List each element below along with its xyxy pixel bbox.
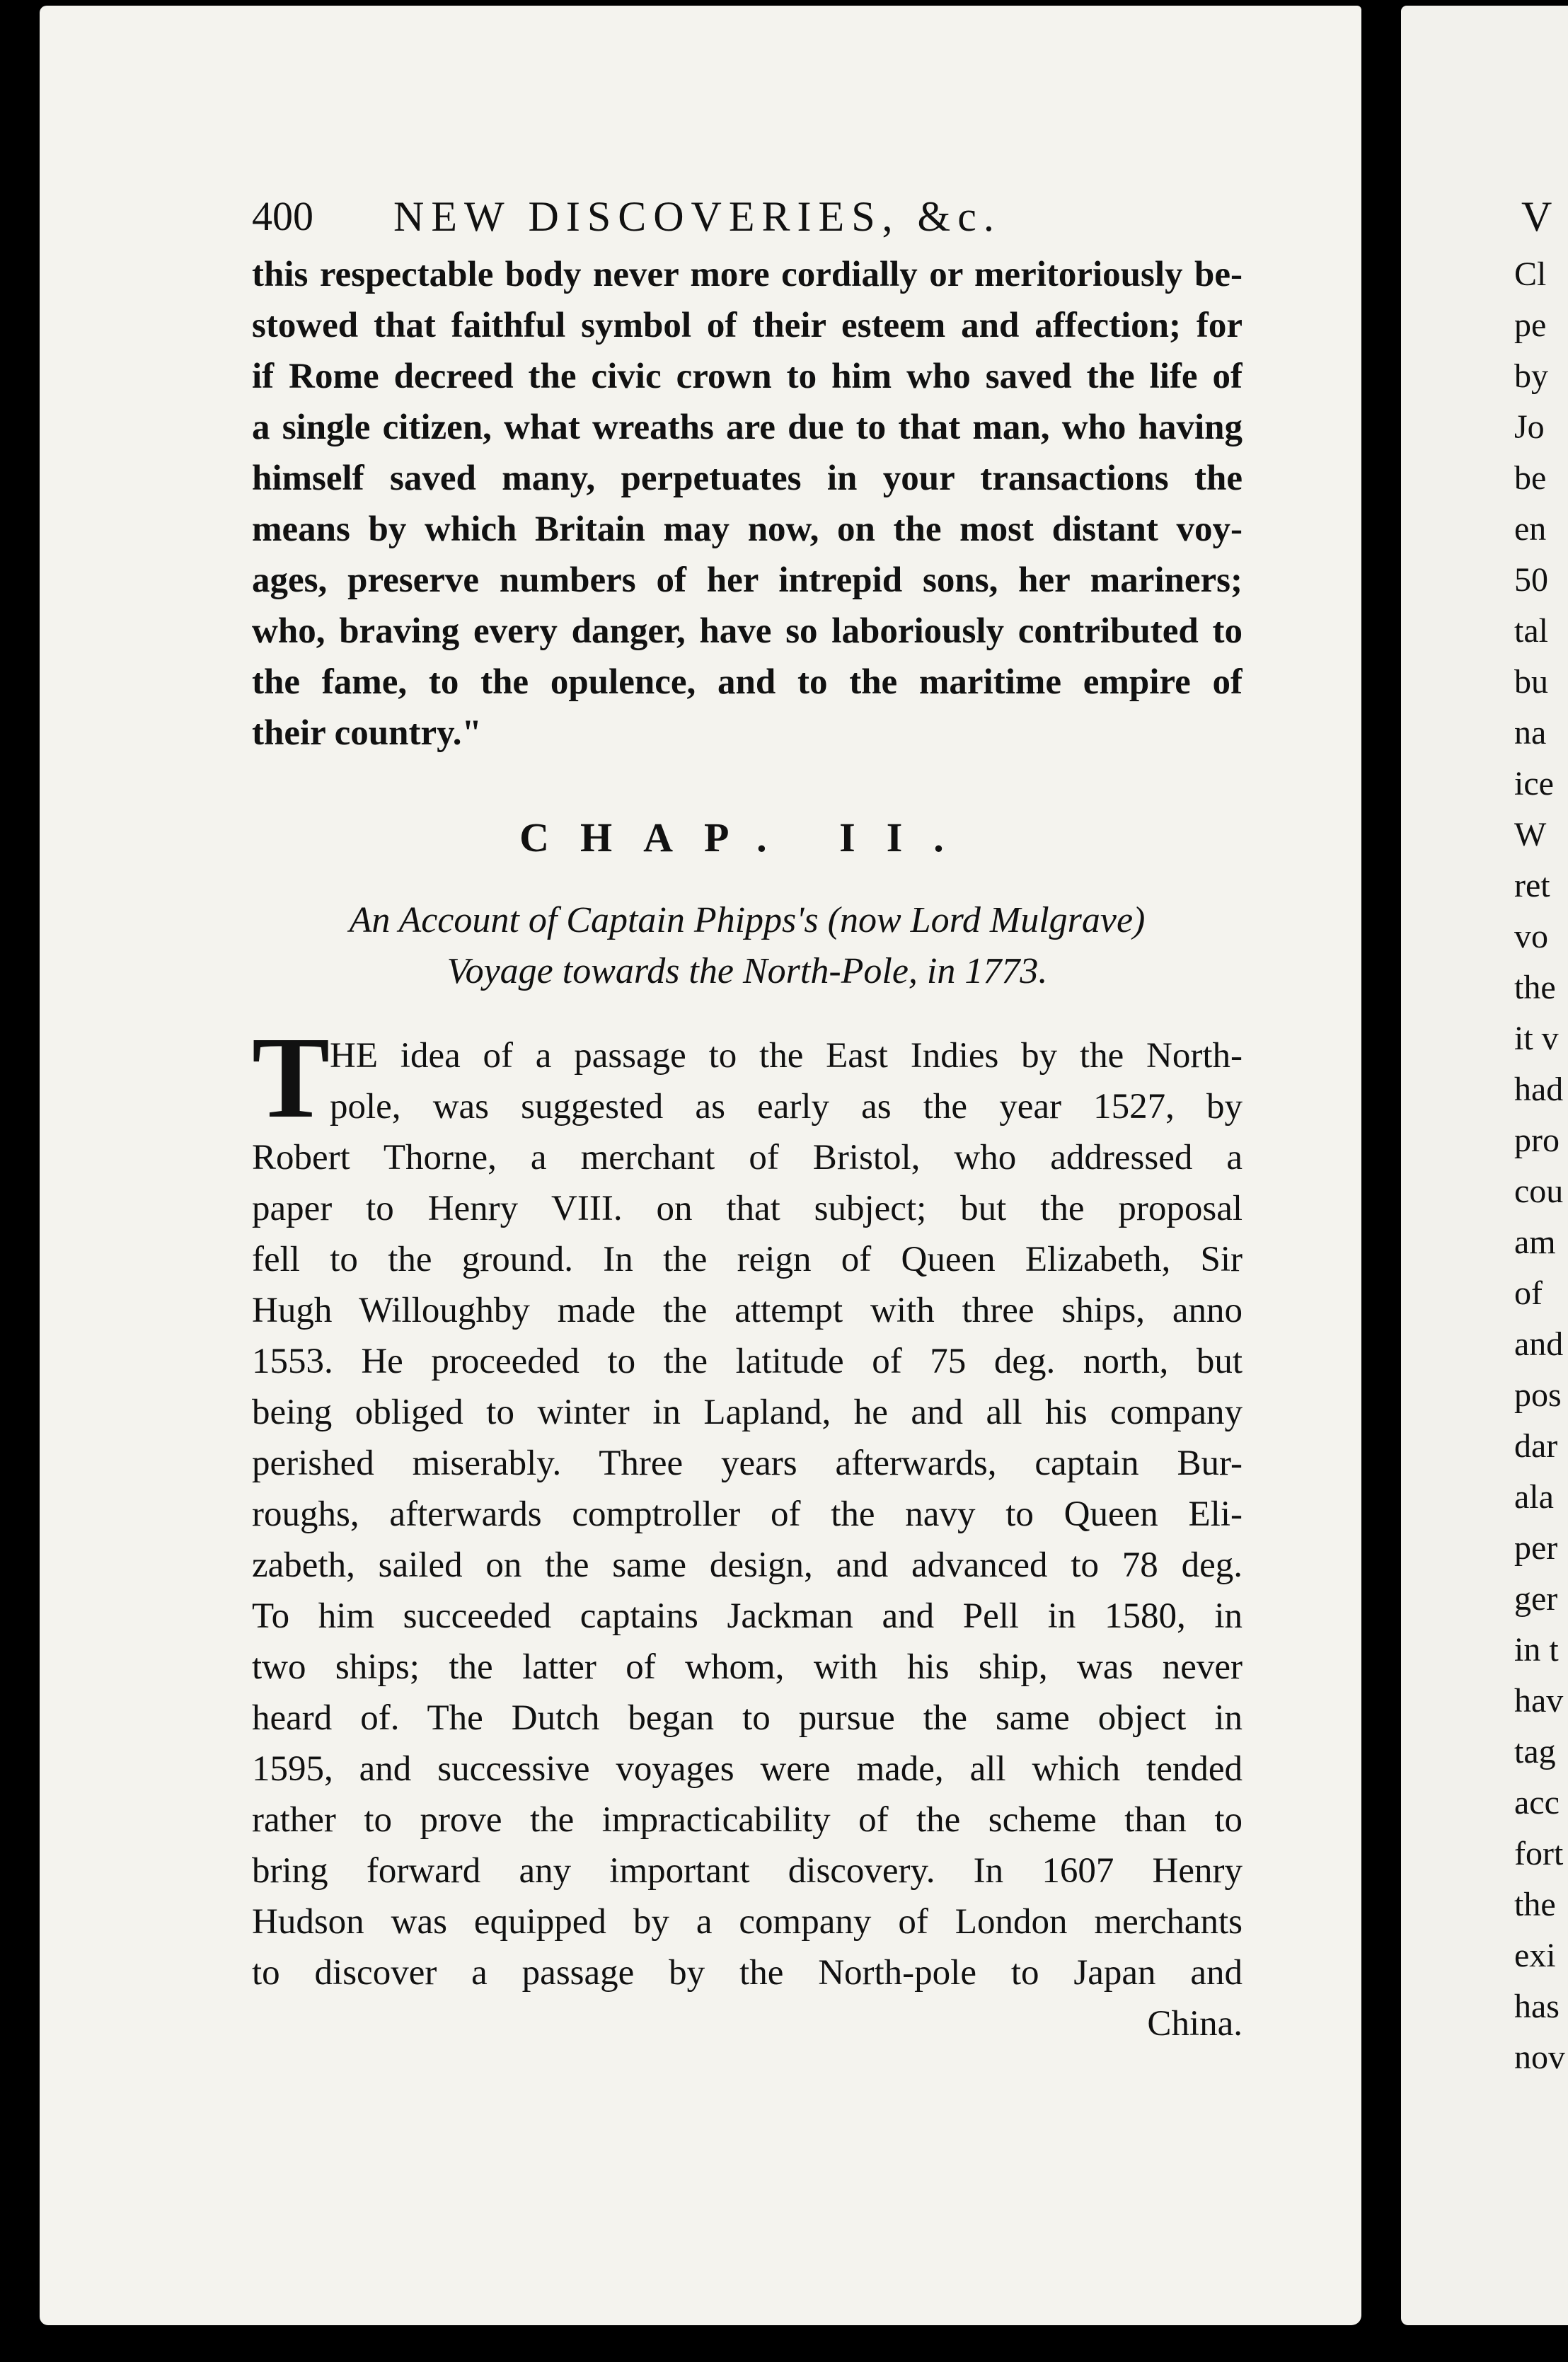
- text-line: to discover a passage by the North-pole to Japan and: [252, 1953, 1243, 1993]
- text-fragment: tal: [1514, 612, 1548, 650]
- subtitle-line: An Account of Captain Phipps's (now Lord Mulgrave): [349, 900, 1146, 940]
- text-line: who, braving every danger, have so laboriously contributed to: [252, 611, 1243, 651]
- text-fragment: in t: [1514, 1631, 1559, 1669]
- text-fragment: ret: [1514, 867, 1550, 904]
- text-line: paper to Henry VIII. on that subject; but the proposal: [252, 1189, 1243, 1228]
- text-line: HE idea of a passage to the East Indies by the North-: [330, 1036, 1243, 1076]
- text-line: To him succeeded captains Jackman and Pell in 1580, in: [252, 1596, 1243, 1636]
- text-line: Hudson was equipped by a company of London merchants: [252, 1902, 1243, 1942]
- text-fragment: en: [1514, 510, 1547, 548]
- text-fragment: pos: [1514, 1376, 1562, 1414]
- text-fragment: bu: [1514, 663, 1548, 701]
- text-line: himself saved many, perpetuates in your transactions the: [252, 459, 1243, 498]
- chapter-heading: CHAP. II.: [519, 814, 975, 860]
- chapter-subtitle: [252, 895, 1243, 997]
- text-fragment: the: [1514, 969, 1556, 1006]
- text-line: if Rome decreed the civic crown to him who saved the life of: [252, 357, 1243, 396]
- text-fragment: nov: [1514, 2039, 1565, 2076]
- text-line: stowed that faithful symbol of their esteem and affection; for: [252, 306, 1243, 345]
- text-fragment: dar: [1514, 1427, 1558, 1465]
- text-fragment: per: [1514, 1529, 1558, 1567]
- text-fragment: the: [1514, 1886, 1556, 1923]
- text-line: the fame, to the opulence, and to the maritime empire of: [252, 662, 1243, 702]
- drop-cap: T: [252, 1013, 330, 1142]
- text-fragment: had: [1514, 1071, 1564, 1108]
- text-fragment: be: [1514, 459, 1547, 497]
- text-fragment: fort: [1514, 1835, 1564, 1872]
- text-fragment: ice: [1514, 765, 1554, 802]
- text-line: zabeth, sailed on the same design, and advanced to 78 deg.: [252, 1545, 1243, 1585]
- text-fragment: na: [1514, 714, 1547, 751]
- text-line: a single citizen, what wreaths are due to that man, who having: [252, 408, 1243, 447]
- text-line: ages, preserve numbers of her intrepid sons, her mariners;: [252, 560, 1243, 600]
- text-line: being obliged to winter in Lapland, he and all his company: [252, 1393, 1243, 1432]
- text-line: rather to prove the impracticability of the scheme than to: [252, 1800, 1243, 1840]
- text-fragment: am: [1514, 1223, 1556, 1261]
- catchword: China.: [1147, 2004, 1243, 2044]
- text-fragment: by: [1514, 357, 1548, 395]
- text-fragment: and: [1514, 1325, 1564, 1363]
- text-fragment: ger: [1514, 1580, 1558, 1618]
- text-line: their country.": [252, 713, 482, 753]
- text-line: fell to the ground. In the reign of Queen Elizabeth, Sir: [252, 1240, 1243, 1279]
- text-fragment: cou: [1514, 1173, 1564, 1210]
- text-line: perished miserably. Three years afterwards, captain Bur-: [252, 1444, 1243, 1483]
- text-fragment: acc: [1514, 1784, 1560, 1821]
- text-line: this respectable body never more cordially or meritoriously be-: [252, 255, 1243, 294]
- text-line: Robert Thorne, a merchant of Bristol, who addressed a: [252, 1138, 1243, 1177]
- text-fragment: vo: [1514, 918, 1548, 955]
- subtitle-line: Voyage towards the North-Pole, in 1773.: [446, 951, 1048, 991]
- text-fragment: Jo: [1514, 408, 1545, 446]
- text-fragment: Cl: [1514, 255, 1547, 293]
- text-fragment: it v: [1514, 1020, 1559, 1057]
- text-fragment: tag: [1514, 1733, 1556, 1770]
- text-line: Hugh Willoughby made the attempt with three ships, anno: [252, 1291, 1243, 1330]
- paragraph-1: [252, 249, 1243, 759]
- text-fragment: pro: [1514, 1122, 1560, 1159]
- text-line: bring forward any important discovery. In 1607 Henry: [252, 1851, 1243, 1891]
- text-fragment: ala: [1514, 1478, 1554, 1516]
- text-fragment: pe: [1514, 306, 1547, 344]
- text-fragment: has: [1514, 1988, 1560, 2025]
- text-line: two ships; the latter of whom, with his ship, was never: [252, 1647, 1243, 1687]
- text-fragment: exi: [1514, 1937, 1556, 1974]
- text-line: means by which Britain may now, on the most distant voy-: [252, 509, 1243, 549]
- text-fragment: of: [1514, 1274, 1543, 1312]
- text-line: roughs, afterwards comptroller of the navy to Queen Eli-: [252, 1494, 1243, 1534]
- text-line: pole, was suggested as early as the year 1527, by: [330, 1087, 1243, 1127]
- right-page-fragments: [1514, 249, 1568, 2083]
- right-running-head: V: [1521, 193, 1552, 240]
- text-line: heard of. The Dutch began to pursue the same object in: [252, 1698, 1243, 1738]
- paragraph-2: [252, 1030, 1243, 2049]
- running-head: NEW DISCOVERIES, &c.: [393, 193, 1001, 240]
- text-fragment: hav: [1514, 1682, 1564, 1719]
- text-line: 1553. He proceeded to the latitude of 75 deg. north, but: [252, 1342, 1243, 1381]
- text-line: 1595, and successive voyages were made, all which tended: [252, 1749, 1243, 1789]
- text-fragment: W: [1514, 816, 1547, 853]
- page-number: 400: [252, 193, 313, 239]
- text-fragment: 50: [1514, 561, 1548, 599]
- page-header: [252, 192, 1257, 256]
